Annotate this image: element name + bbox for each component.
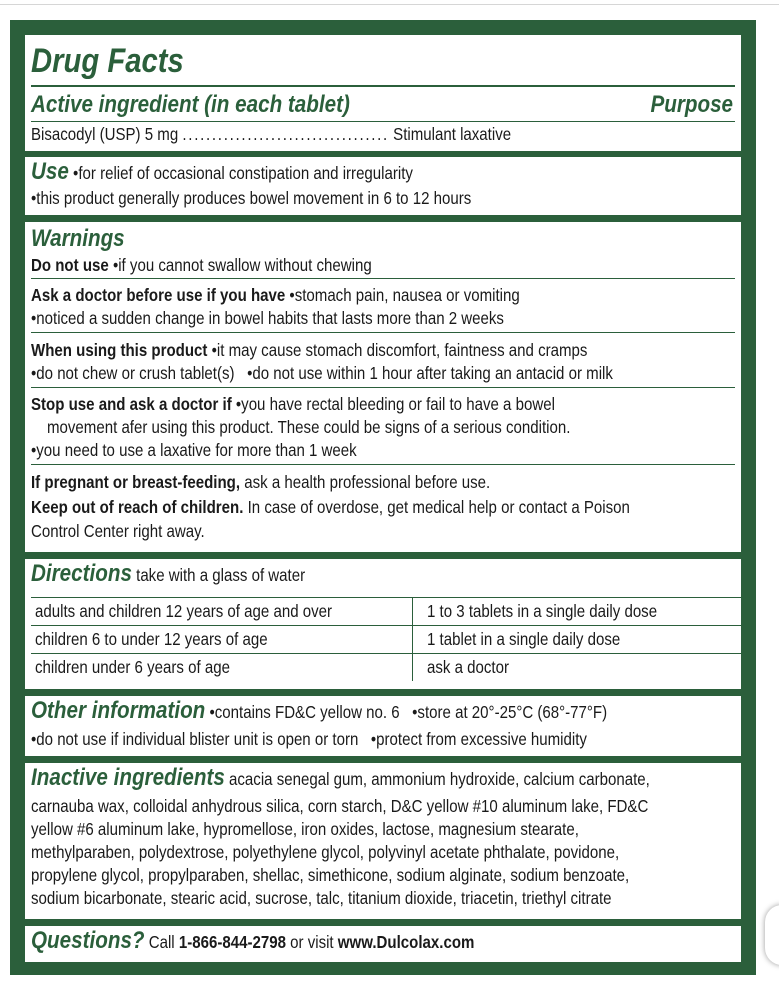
phone-number: 1-866-844-2798	[178, 932, 286, 952]
table-row	[31, 626, 741, 654]
stop-use-line-2: movement afer using this product. These could be signs of a serious condition.	[47, 417, 571, 437]
inactive-line-1	[31, 764, 751, 791]
inactive-line-2: carnauba wax, colloidal anhydrous silica, corn starch, D&C yellow #10 aluminum lake, FD&C	[31, 796, 649, 816]
keep-out-line-2: Control Center right away.	[31, 521, 205, 541]
inactive-line-5: propylene glycol, propylparaben, shellac, simethicone, sodium alginate, sodium benzoate,	[31, 865, 630, 885]
inactive-ingredients-section	[25, 763, 741, 919]
website-link: www.Dulcolax.com	[337, 932, 475, 952]
inactive-line-6: sodium bicarbonate, stearic acid, sucrose, talc, titanium dioxide, triacetin, triethyl citrate	[31, 888, 612, 908]
table-cell-who: children 6 to under 12 years of age	[31, 626, 412, 654]
use-line-2: •this product generally produces bowel movement in 6 to 12 hours	[31, 188, 472, 208]
inactive-heading: Inactive ingredients	[31, 764, 225, 791]
other-info-line-2: •do not use if individual blister unit is open or torn •protect from excessive humidity	[31, 729, 587, 749]
ingredient-purpose: Stimulant laxative	[393, 124, 512, 144]
warnings-heading: Warnings	[31, 225, 125, 252]
use-section	[25, 157, 741, 215]
top-divider	[0, 4, 779, 5]
directions-section	[25, 559, 741, 689]
warnings-rule-4	[31, 464, 735, 465]
leader-dots: ...................................	[182, 124, 389, 144]
use-line-1	[31, 158, 475, 185]
stop-use-line-1: Stop use and ask a doctor if •you have rectal bleeding or fail to have a bowel	[31, 394, 555, 414]
when-using-line-1: When using this product •it may cause stomach discomfort, faintness and cramps	[31, 340, 588, 360]
when-using-line-2: •do not chew or crush tablet(s) •do not use within 1 hour after taking an antacid or milk	[31, 363, 613, 383]
table-cell-who: children under 6 years of age	[31, 654, 412, 682]
table-row	[31, 654, 741, 682]
scroll-handle[interactable]	[765, 905, 779, 965]
other-info-line-1	[31, 697, 701, 724]
active-ingredient-heading: Active ingredient (in each tablet)	[31, 91, 350, 118]
active-rule	[31, 121, 735, 122]
ingredient-name: Bisacodyl (USP) 5 mg	[31, 124, 179, 144]
questions-section	[25, 926, 741, 962]
ask-doctor-line-2: •noticed a sudden change in bowel habits that lasts more than 2 weeks	[31, 308, 504, 328]
use-text-1: •for relief of occasional constipation and irregularity	[73, 163, 413, 183]
pregnant-line: If pregnant or breast-feeding, ask a health professional before use.	[31, 472, 491, 492]
other-information-section	[25, 696, 741, 756]
table-cell-who: adults and children 12 years of age and over	[31, 598, 412, 626]
inactive-line-3: yellow #6 aluminum lake, hypromellose, iron oxides, lactose, magnesium stearate,	[31, 819, 579, 839]
directions-table	[31, 597, 741, 681]
drug-facts-panel	[10, 20, 756, 975]
stop-use-line-3: •you need to use a laxative for more than 1 week	[31, 440, 357, 460]
table-row	[31, 598, 741, 626]
other-info-text-1: •contains FD&C yellow no. 6 •store at 20°-25°C (68°-77°F)	[209, 702, 608, 722]
table-cell-dose: 1 tablet in a single daily dose	[412, 626, 741, 654]
purpose-heading: Purpose	[650, 91, 733, 118]
ask-doctor-line-1: Ask a doctor before use if you have •stomach pain, nausea or vomiting	[31, 285, 520, 305]
questions-heading: Questions?	[31, 927, 145, 954]
use-heading: Use	[31, 158, 69, 185]
inactive-line-4: methylparaben, polydextrose, polyethylene glycol, polyvinyl acetate phthalate, povidone,	[31, 842, 620, 862]
title-rule	[31, 85, 735, 87]
keep-out-line-1: Keep out of reach of children. In case of overdose, get medical help or contact a Poison	[31, 497, 630, 517]
active-ingredient-row	[31, 123, 589, 145]
table-cell-dose: ask a doctor	[412, 654, 741, 682]
warnings-rule-1	[31, 278, 735, 279]
warnings-section	[25, 222, 741, 552]
other-info-heading: Other information	[31, 697, 206, 724]
table-cell-dose: 1 to 3 tablets in a single daily dose	[412, 598, 741, 626]
drug-facts-title: Drug Facts	[31, 42, 184, 80]
do-not-use-line: Do not use •if you cannot swallow without chewing	[31, 255, 372, 275]
inactive-text-1: acacia senegal gum, ammonium hydroxide, calcium carbonate,	[229, 769, 650, 789]
directions-heading: Directions	[31, 560, 132, 587]
directions-heading-line	[31, 560, 350, 587]
directions-subtext: take with a glass of water	[136, 565, 306, 585]
warnings-rule-3	[31, 387, 735, 388]
active-ingredient-section	[25, 35, 741, 151]
questions-line: Questions? Call 1-866-844-2798 or visit www.Dulcolax.com	[31, 927, 475, 954]
warnings-rule-2	[31, 332, 735, 333]
